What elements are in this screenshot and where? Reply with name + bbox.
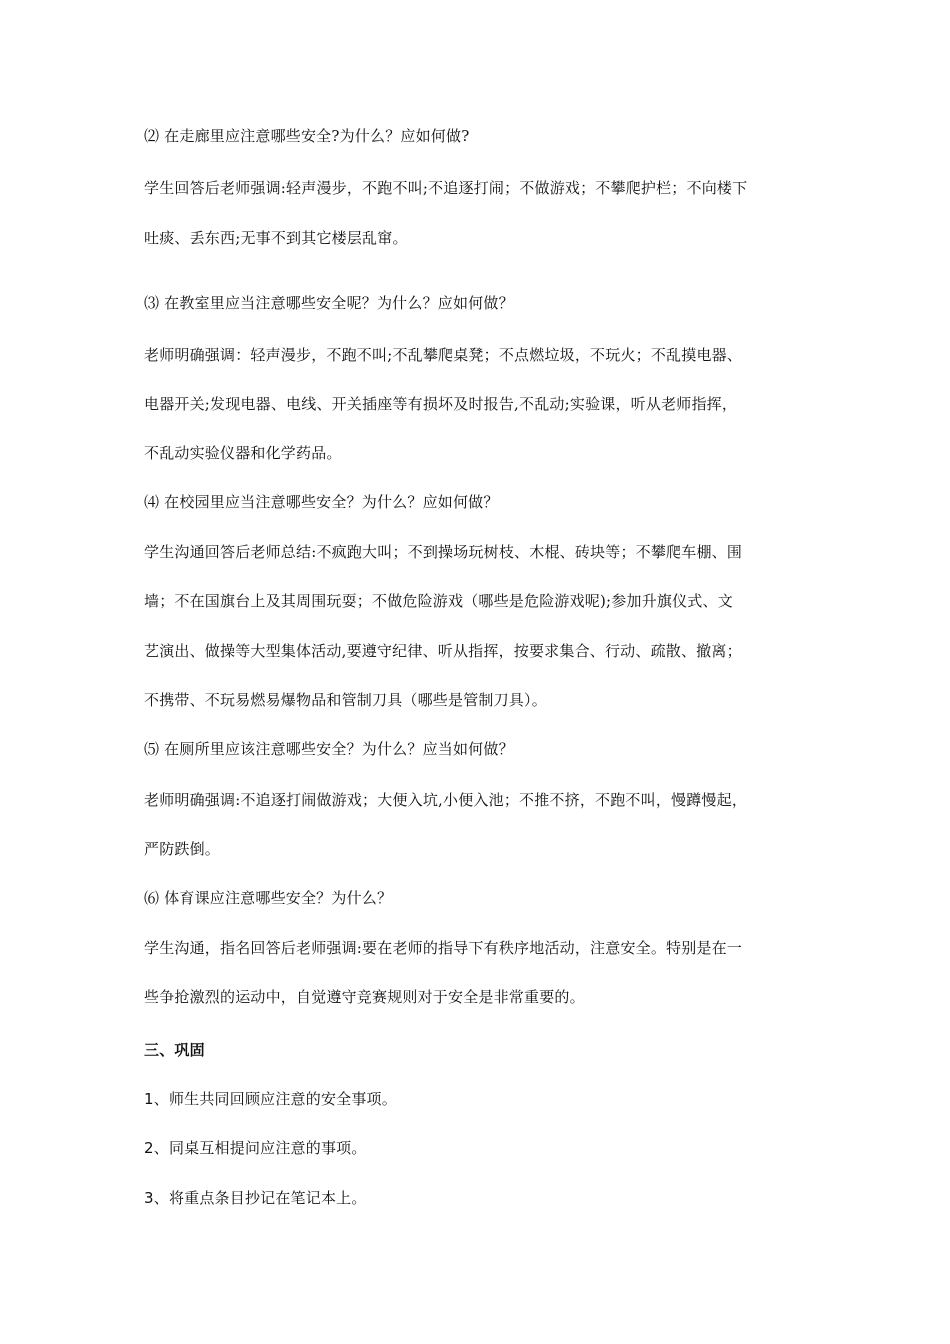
answer-campus-line-3: 艺演出、做操等大型集体活动,要遵守纪律、听从指挥，按要求集合、行动、疏散、撤离； [144, 642, 742, 660]
question-pe-class: ⑹ 体育课应注意哪些安全？为什么？ [144, 889, 393, 907]
answer-corridor-line-2: 吐痰、丢东西;无事不到其它楼层乱窜。 [144, 229, 408, 247]
consolidation-item-text: 、同桌互相提问应注意的事项。 [153, 1139, 367, 1157]
consolidation-item-number: 3 [144, 1189, 154, 1207]
question-restroom: ⑸ 在厕所里应该注意哪些安全？为什么？应当如何做？ [144, 740, 514, 758]
question-corridor: ⑵ 在走廊里应注意哪些安全?为什么？应如何做? [144, 127, 470, 145]
consolidation-item-text: 、师生共同回顾应注意的安全事项。 [153, 1090, 397, 1108]
answer-corridor-line-1: 学生回答后老师强调:轻声漫步，不跑不叫;不追逐打闹；不做游戏；不攀爬护栏；不向楼下 [144, 179, 748, 197]
answer-pe-class-line-1: 学生沟通，指名回答后老师强调:要在老师的指导下有秩序地活动，注意安全。特别是在一 [144, 939, 743, 957]
answer-pe-class-line-2: 些争抢激烈的运动中，自觉遵守竞赛规则对于安全是非常重要的。 [144, 988, 585, 1006]
answer-restroom-line-2: 严防跌倒。 [144, 840, 221, 858]
consolidation-item-number: 1 [144, 1090, 154, 1108]
answer-campus-line-1: 学生沟通回答后老师总结:不疯跑大叫；不到操场玩树枝、木棍、砖块等；不攀爬车棚、围 [144, 543, 743, 561]
consolidation-item-number: 2 [144, 1139, 154, 1157]
answer-campus-line-2: 墙；不在国旗台上及其周围玩耍；不做危险游戏（哪些是危险游戏呢);参加升旗仪式、文 [144, 592, 733, 610]
consolidation-heading: 三、巩固 [144, 1041, 205, 1059]
answer-classroom-line-3: 不乱动实验仪器和化学药品。 [144, 444, 342, 462]
question-campus: ⑷ 在校园里应当注意哪些安全？为什么？应如何做？ [144, 493, 499, 511]
answer-restroom-line-1: 老师明确强调:不追逐打闹做游戏；大便入坑,小便入池；不推不挤，不跑不叫，慢蹲慢起， [144, 791, 748, 809]
consolidation-item-2 [144, 1138, 367, 1158]
answer-classroom-line-1: 老师明确强调：轻声漫步，不跑不叫;不乱攀爬桌凳；不点燃垃圾，不玩火；不乱摸电器、 [144, 346, 743, 364]
answer-classroom-line-2: 电器开关;发现电器、电线、开关插座等有损坏及时报告,不乱动;实验课，听从老师指挥， [144, 395, 738, 413]
answer-campus-line-4: 不携带、不玩易燃易爆物品和管制刀具（哪些是管制刀具）。 [144, 691, 547, 709]
question-classroom: ⑶ 在教室里应当注意哪些安全呢？为什么？应如何做？ [144, 294, 514, 312]
consolidation-item-3 [144, 1188, 367, 1208]
consolidation-item-1 [144, 1089, 397, 1109]
consolidation-item-text: 、将重点条目抄记在笔记本上。 [153, 1189, 367, 1207]
